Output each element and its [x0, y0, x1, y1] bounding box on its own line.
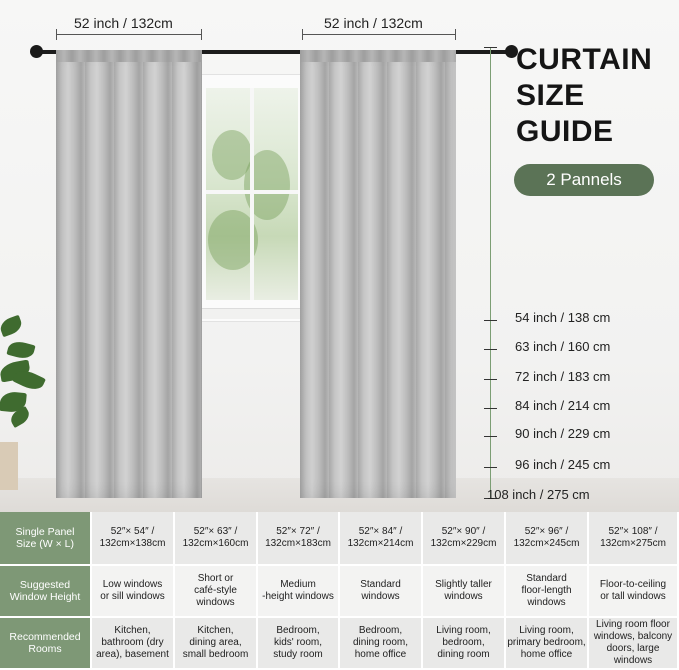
table-cell-window-height: Low windows or sill windows	[92, 566, 173, 616]
curtain-panel-left	[56, 50, 202, 498]
ruler-tick	[484, 379, 497, 380]
length-label: 96 inch / 245 cm	[515, 457, 611, 472]
size-table	[0, 512, 679, 670]
table-cell-rooms: Kitchen, dining area, small bedroom	[175, 618, 256, 668]
row-header-rooms: Recommended Rooms	[0, 618, 90, 668]
title-line: CURTAIN	[516, 43, 653, 76]
length-label: 63 inch / 160 cm	[515, 339, 611, 354]
length-label: 108 inch / 275 cm	[487, 487, 590, 502]
rod-finial-left	[30, 45, 43, 58]
row-header-window-height: Suggested Window Height	[0, 566, 90, 616]
table-cell-size: 52″× 108″ / 132cm×275cm	[589, 512, 677, 564]
panel-count-badge: 2 Pannels	[514, 164, 654, 196]
table-cell-window-height: Slightly taller windows	[423, 566, 504, 616]
table-cell-size: 52″× 90″ / 132cm×229cm	[423, 512, 504, 564]
length-label: 84 inch / 214 cm	[515, 398, 611, 413]
curtain-panel-right	[300, 50, 456, 498]
width-label-left: 52 inch / 132cm	[74, 15, 173, 31]
length-label: 72 inch / 183 cm	[515, 369, 611, 384]
table-cell-window-height: Medium -height windows	[258, 566, 338, 616]
width-dimension-right	[302, 34, 456, 35]
width-label-right: 52 inch / 132cm	[324, 15, 423, 31]
window-sill	[196, 308, 308, 319]
table-cell-size: 52″× 96″ / 132cm×245cm	[506, 512, 587, 564]
table-cell-window-height: Floor-to-ceiling or tall windows	[589, 566, 677, 616]
table-cell-size: 52″× 63″ / 132cm×160cm	[175, 512, 256, 564]
ruler-tick	[484, 47, 497, 48]
title-line: SIZE	[516, 79, 585, 112]
table-cell-size: 52″× 84″ / 132cm×214cm	[340, 512, 421, 564]
table-cell-rooms: Bedroom, kids' room, study room	[258, 618, 338, 668]
ruler-tick	[484, 320, 497, 321]
title-line: GUIDE	[516, 115, 614, 148]
length-label: 90 inch / 229 cm	[515, 426, 611, 441]
table-cell-rooms: Living room, bedroom, dining room	[423, 618, 504, 668]
window-transom	[206, 190, 298, 194]
length-label: 54 inch / 138 cm	[515, 310, 611, 325]
page-title	[516, 42, 676, 150]
table-cell-window-height: Standard windows	[340, 566, 421, 616]
table-cell-window-height: Standard floor-length windows	[506, 566, 587, 616]
table-cell-rooms: Kitchen, bathroom (dry area), basement	[92, 618, 173, 668]
table-cell-rooms: Living room, primary bedroom, home office	[506, 618, 587, 668]
width-dimension-left	[56, 34, 202, 35]
ruler-tick	[484, 436, 497, 437]
row-header-size: Single Panel Size (W × L)	[0, 512, 90, 564]
table-cell-size: 52″× 54″ / 132cm×138cm	[92, 512, 173, 564]
ruler-tick	[484, 467, 497, 468]
length-ruler	[490, 47, 491, 499]
table-cell-window-height: Short or café-style windows	[175, 566, 256, 616]
window-mullion	[250, 88, 254, 300]
table-cell-rooms: Bedroom, dining room, home office	[340, 618, 421, 668]
table-cell-size: 52″× 72″ / 132cm×183cm	[258, 512, 338, 564]
table-cell-rooms: Living room floor windows, balcony doors, large windows	[589, 618, 677, 668]
plant-pot	[0, 442, 18, 490]
ruler-tick	[484, 349, 497, 350]
ruler-tick	[484, 408, 497, 409]
